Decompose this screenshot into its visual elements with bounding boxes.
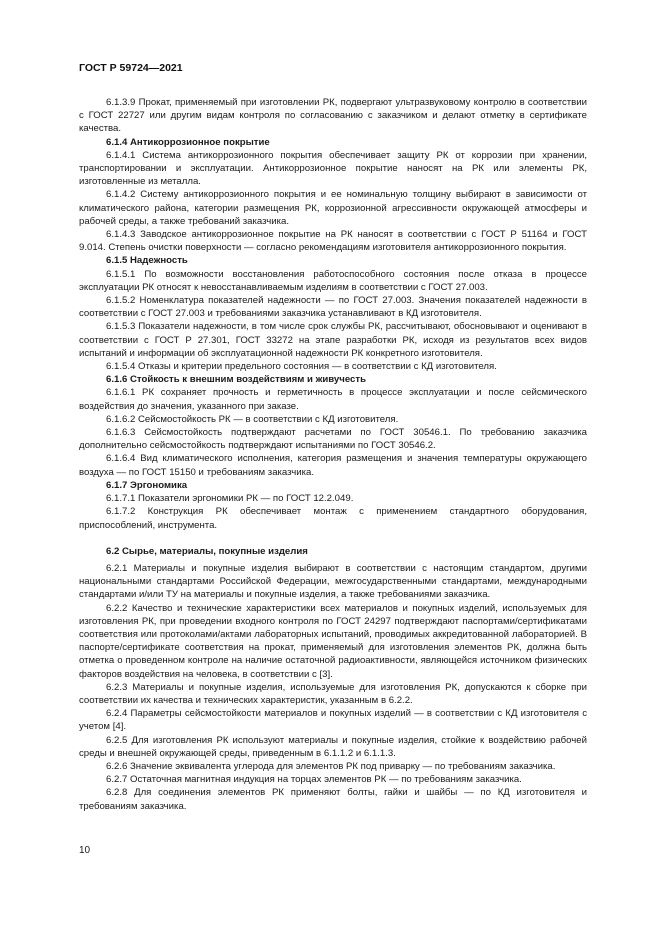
paragraph-6-1-6-1: 6.1.6.1 РК сохраняет прочность и герметичность в процессе эксплуатации и после сейсмического воздействия до значения, указанного при заказе. bbox=[79, 387, 587, 412]
paragraph-6-1-6-2: 6.1.6.2 Сейсмостойкость РК — в соответствии с КД изготовителя. bbox=[106, 413, 399, 425]
heading-6-2: 6.2 Сырье, материалы, покупные изделия bbox=[106, 545, 308, 557]
heading-6-1-5: 6.1.5 Надежность bbox=[106, 255, 188, 267]
page-number: 10 bbox=[79, 845, 91, 856]
document-body bbox=[79, 96, 587, 813]
paragraph-6-1-4-2: 6.1.4.2 Систему антикоррозионного покрытия и ее номинальную толщину выбирают в зависимости от климатического района, категории размещения РК, коррозионной агрессивности окружающей атмосферы и рабочей среды, а также требований заказчика. bbox=[79, 189, 587, 227]
paragraph-6-2-5: 6.2.5 Для изготовления РК используют материалы и покупные изделия, стойкие к воздействию рабочей среды и внешней окружающей среды, приведенным в 6.1.1.2 и 6.1.1.3. bbox=[79, 734, 587, 759]
paragraph-6-1-5-4: 6.1.5.4 Отказы и критерии предельного состояния — в соответствии с КД изготовителя. bbox=[106, 361, 497, 373]
heading-6-1-4: 6.1.4 Антикоррозионное покрытие bbox=[106, 136, 270, 148]
document-header: ГОСТ Р 59724—2021 bbox=[79, 62, 183, 74]
paragraph-6-2-6: 6.2.6 Значение эквивалента углерода для элементов РК под приварку — по требованиям заказчика. bbox=[106, 760, 556, 772]
paragraph-6-1-5-2: 6.1.5.2 Номенклатура показателей надежности — по ГОСТ 27.003. Значения показателей надежности в соответствии с ГОСТ 27.003 и требованиями заказчика устанавливают в КД изготовителя. bbox=[79, 295, 587, 320]
paragraph-6-1-7-2: 6.1.7.2 Конструкция РК обеспечивает монтаж с применением стандартного оборудования, приспособлений, инструмента. bbox=[79, 506, 587, 531]
heading-6-1-6: 6.1.6 Стойкость к внешним воздействиям и живучесть bbox=[106, 374, 366, 386]
paragraph-6-1-4-3: 6.1.4.3 Заводское антикоррозионное покрытие на РК наносят в соответствии с ГОСТ Р 51164 и ГОСТ 9.014. Степень очистки поверхности — согласно рекомендациям изготовителя антикоррозионного покрытия. bbox=[79, 229, 587, 254]
paragraph-6-1-6-3: 6.1.6.3 Сейсмостойкость подтверждают расчетами по ГОСТ 30546.1. По требованию заказчика дополнительно сейсмостойкость подтверждают испытаниями по ГОСТ 30546.2. bbox=[79, 427, 587, 452]
heading-6-1-7: 6.1.7 Эргономика bbox=[106, 479, 188, 491]
paragraph-6-2-7: 6.2.7 Остаточная магнитная индукция на торцах элементов РК — по требованиям заказчика. bbox=[106, 774, 522, 786]
paragraph-6-1-4-1: 6.1.4.1 Система антикоррозионного покрытия обеспечивает защиту РК от коррозии при хранении, транспортировании и эксплуатации. Антикоррозионное покрытие наносят на РК или элементы РК, изготовленные из металла. bbox=[79, 149, 587, 188]
section-gap bbox=[79, 532, 587, 545]
paragraph-6-2-2: 6.2.2 Качество и технические характеристики всех материалов и покупных изделий, используемых для изготовления РК, при проведении входного контроля по ГОСТ 24297 подтверждают паспортами/сертификатами соответствия или протоколами/актами лабораторных испытаний, проводимых аккредитованной лабораторией. В паспорте/сертификате соответствия на прокат, применяемый для изготовления элементов РК, должна быть отметка о проведенном контроле на наличие остаточной радиоактивности, являющейся источником физических факторов воздействия на человека, в соответствии с [3]. bbox=[79, 602, 587, 680]
paragraph-6-1-5-3: 6.1.5.3 Показатели надежности, в том числе срок службы РК, рассчитывают, обосновывают и оценивают в соответствии с ГОСТ Р 27.301, ГОСТ 33272 на этапе разработки РК, исходя из результатов всех видов испытаний и информации об эксплуатационной надежности РК конкретного изготовителя. bbox=[79, 321, 587, 359]
paragraph-6-1-5-1: 6.1.5.1 По возможности восстановления работоспособного состояния после отказа в процессе эксплуатации РК относят к невосстанавливаемым изделиям в соответствии с ГОСТ 27.003. bbox=[79, 268, 587, 293]
paragraph-6-2-8: 6.2.8 Для соединения элементов РК применяют болты, гайки и шайбы — по КД изготовителя и требованиям заказчика. bbox=[79, 787, 587, 812]
paragraph-6-2-3: 6.2.3 Материалы и покупные изделия, используемые для изготовления РК, допускаются к сборке при соответствии их качества и технических характеристик, указанным в 6.2.2. bbox=[79, 681, 587, 706]
paragraph-6-1-6-4: 6.1.6.4 Вид климатического исполнения, категория размещения и значения температуры окружающего воздуха — по ГОСТ 15150 и требованиям заказчика. bbox=[79, 453, 587, 478]
paragraph-6-1-3-9: 6.1.3.9 Прокат, применяемый при изготовлении РК, подвергают ультразвуковому контролю в соответствии с ГОСТ 22727 или другим видам контроля по согласованию с заказчиком и делают отметку в сертификате качества. bbox=[79, 97, 587, 135]
paragraph-6-2-4: 6.2.4 Параметры сейсмостойкости материалов и покупных изделий — в соответствии с КД изготовителя с учетом [4]. bbox=[79, 708, 587, 733]
paragraph-6-1-7-1: 6.1.7.1 Показатели эргономики РК — по ГОСТ 12.2.049. bbox=[106, 493, 354, 505]
paragraph-6-2-1: 6.2.1 Материалы и покупные изделия выбирают в соответствии с настоящим стандартом, другими национальными стандартами Российской Федерации, межгосударственными стандартами, международными стандартами и/или ТУ на материалы и покупные изделия, а также требованиями заказчика. bbox=[79, 562, 587, 601]
